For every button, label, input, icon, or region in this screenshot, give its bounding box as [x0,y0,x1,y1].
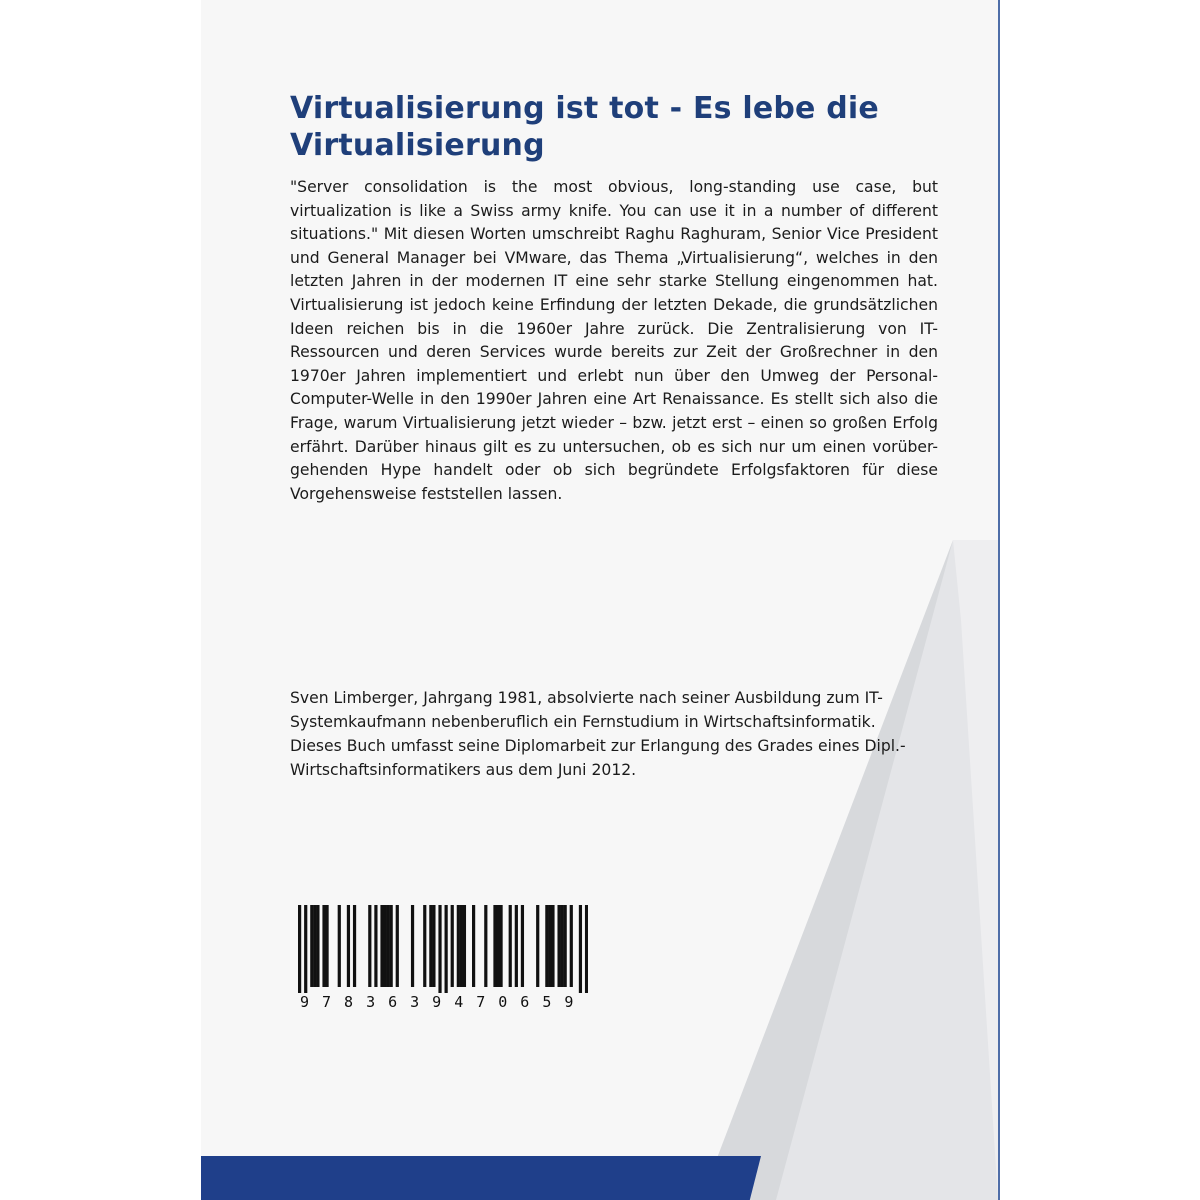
barcode-bar [338,905,341,987]
barcode-bar [548,905,551,987]
barcode-bar [310,905,313,987]
bottom-color-band [201,1156,761,1200]
book-title: Virtualisierung ist tot - Es lebe die Virtualisierung [290,91,879,163]
barcode-bar [579,905,582,995]
barcode-bar [445,905,448,995]
author-bio: Sven Limberger, Jahrgang 1981, absolvierte nach seiner Ausbildung zum IT-Systemkaufmann nebenberuflich ein Fernstudium in Wirtschaftsinformatik. Dieses Buch umfasst seine Diplomarbeit zur Erlangung des Grades eines Dipl.-Wirtschaftsinformatikers aus dem Juni 2012. [290,689,906,779]
barcode-bar [545,905,548,987]
barcode-bar [368,905,371,987]
barcode-bar [411,905,414,987]
barcode-bars [298,905,588,995]
barcode-bar [396,905,399,987]
barcode-bar [353,905,356,987]
barcode-bar [585,905,588,995]
barcode-bar [457,905,460,987]
barcode-bar [325,905,328,987]
barcode-bar [316,905,319,987]
barcode-bar [570,905,573,987]
barcode-bar [313,905,316,987]
barcode-bar [564,905,567,987]
barcode-bar [390,905,393,987]
book-blurb: "Server consolidation is the most obvious, long-standing use case, but virtualization is like a Swiss army knife. You can use it in a number of different situations." Mit diesen Worten umschreibt Raghu Raghuram, Senior Vice President und General Manager bei VMware, das Thema „Virtualisierung“, welches in den letzten Jahren in der modernen IT eine sehr starke Stellung eingenommen hat. Virtualisierung ist jedoch keine Erfindung der letzten Dekade, die grundsätzlichen Ideen reichen bis in die 1960er Jahre zurück. Die Zentralisierung von IT-Ressourcen und deren Services wurde bereits zur Zeit der Großrechner in den 1970er Jahren implementiert und erlebt nun über den Umweg der Personal-Computer-Welle in den 1990er Jahren eine Art Renaissance. Es stellt sich also die Frage, warum Virtualisierung jetzt wieder – bzw. jetzt erst – einen so großen Erfolg erfährt. Darüber hinaus gilt es zu untersuchen, ob es sich nur um einen vorüber-gehenden Hype handelt oder ob sich begründete Erfolgsfaktoren für diese Vorgehensweise feststellen lassen. [290,178,938,503]
barcode-bar [521,905,524,987]
barcode-bar [493,905,496,987]
barcode-bar [423,905,426,987]
barcode-bar [322,905,325,987]
barcode-bar [463,905,466,987]
barcode-bar [374,905,377,987]
barcode-bar [499,905,502,987]
barcode-bar [561,905,564,987]
barcode-bar [432,905,435,987]
barcode-bar [536,905,539,987]
barcode-bar [472,905,475,987]
barcode-bar [460,905,463,987]
isbn-barcode [298,905,588,1015]
spine-divider-line [998,0,1000,1200]
barcode-bar [484,905,487,987]
barcode-bar [383,905,386,987]
barcode-bar [509,905,512,987]
barcode-bar [387,905,390,987]
barcode-bar [515,905,518,987]
isbn-number: 9783639470659 [298,993,590,1011]
barcode-bar [380,905,383,987]
barcode-bar [429,905,432,987]
barcode-bar [347,905,350,987]
barcode-bar [557,905,560,987]
barcode-bar [304,905,307,995]
barcode-bar [298,905,301,995]
barcode-bar [438,905,441,995]
barcode-bar [451,905,454,987]
barcode-bar [496,905,499,987]
book-back-cover [201,0,998,1200]
barcode-bar [551,905,554,987]
